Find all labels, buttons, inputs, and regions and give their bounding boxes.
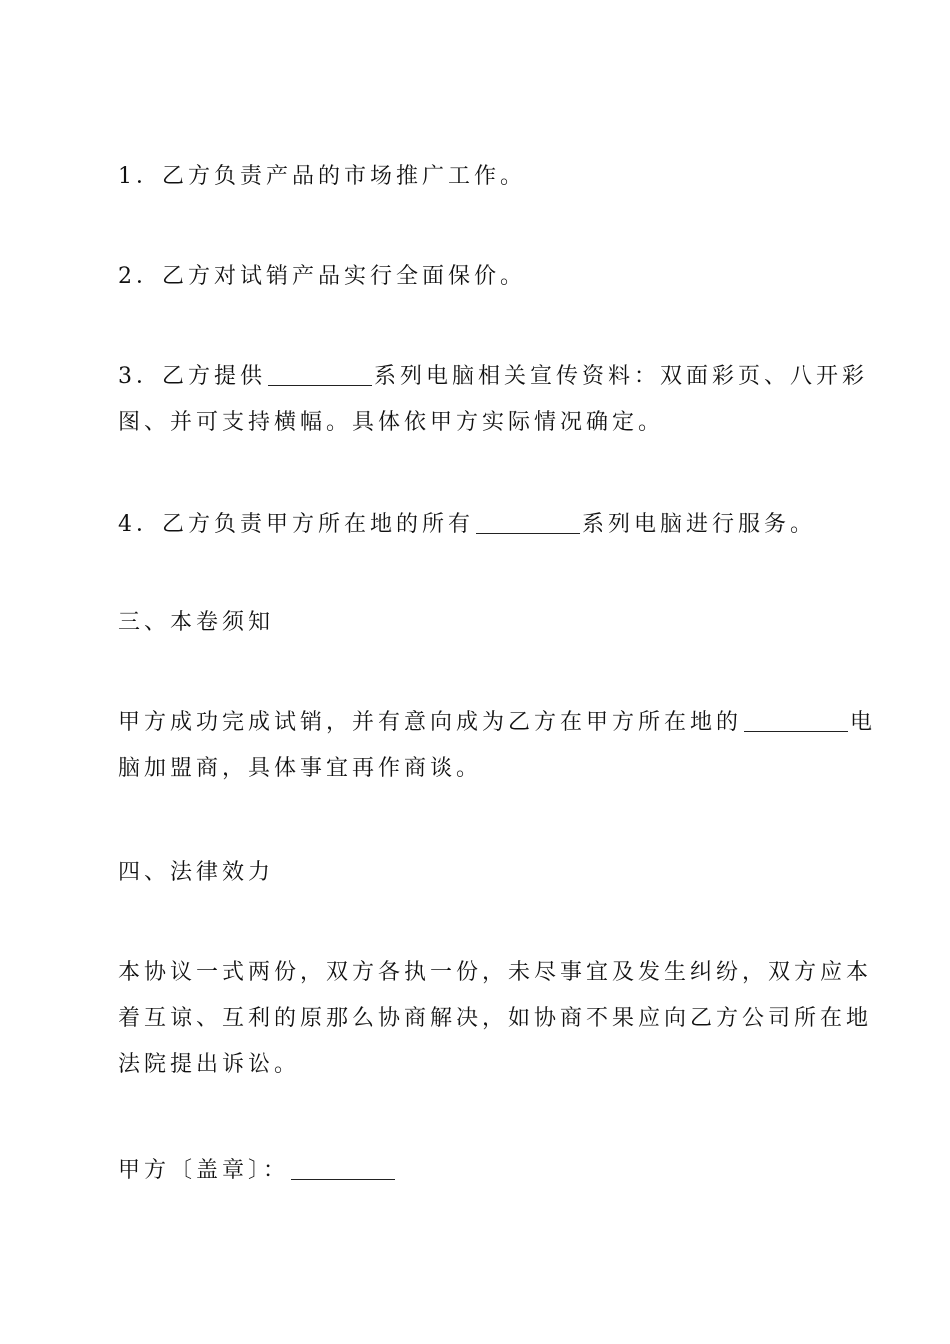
section-3-heading	[118, 600, 838, 646]
item-1	[118, 154, 838, 200]
section-3-text-before: 甲方成功完成试销，并有意向成为乙方在甲方所在地的	[118, 710, 743, 735]
item-3-text-before: 3．乙方提供	[118, 364, 266, 389]
section-3-heading-text: 三、本卷须知	[118, 610, 275, 635]
item-3-line-2: 图、并可支持横幅。具体依甲方实际情况确定。	[118, 410, 665, 435]
item-4-text-before: 4．乙方负责甲方所在地的所有	[118, 512, 474, 537]
item-4	[118, 502, 838, 548]
item-4-text-after: 系列电脑进行服务。	[582, 512, 817, 537]
section-4-body	[118, 950, 873, 1088]
signature-party-a	[118, 1148, 838, 1194]
section-3-text-after: 电	[850, 710, 877, 735]
party-a-seal-label: 甲方〔盖章〕：	[118, 1158, 290, 1183]
section-3-line-2: 脑加盟商，具体事宜再作商谈。	[118, 756, 483, 781]
item-4-blank-line	[476, 511, 580, 534]
item-1-text: 1．乙方负责产品的市场推广工作。	[118, 164, 526, 189]
item-2	[118, 254, 838, 300]
party-a-blank-line	[291, 1157, 395, 1180]
item-3	[118, 354, 869, 446]
section-4-line-3: 法院提出诉讼。	[118, 1052, 301, 1077]
section-4-heading-text: 四、法律效力	[118, 860, 275, 885]
item-3-blank-line	[268, 363, 372, 386]
section-4-line-2: 着互谅、互利的原那么协商解决，如协商不果应向乙方公司所在地	[118, 1006, 873, 1031]
item-3-text-after: 系列电脑相关宣传资料：双面彩页、八开彩	[374, 364, 869, 389]
item-2-text: 2．乙方对试销产品实行全面保价。	[118, 264, 526, 289]
section-4-line-1: 本协议一式两份，双方各执一份，未尽事宜及发生纠纷，双方应本	[118, 960, 873, 985]
section-3-body	[118, 700, 877, 792]
section-4-heading	[118, 850, 838, 896]
section-3-blank-line	[744, 709, 848, 732]
